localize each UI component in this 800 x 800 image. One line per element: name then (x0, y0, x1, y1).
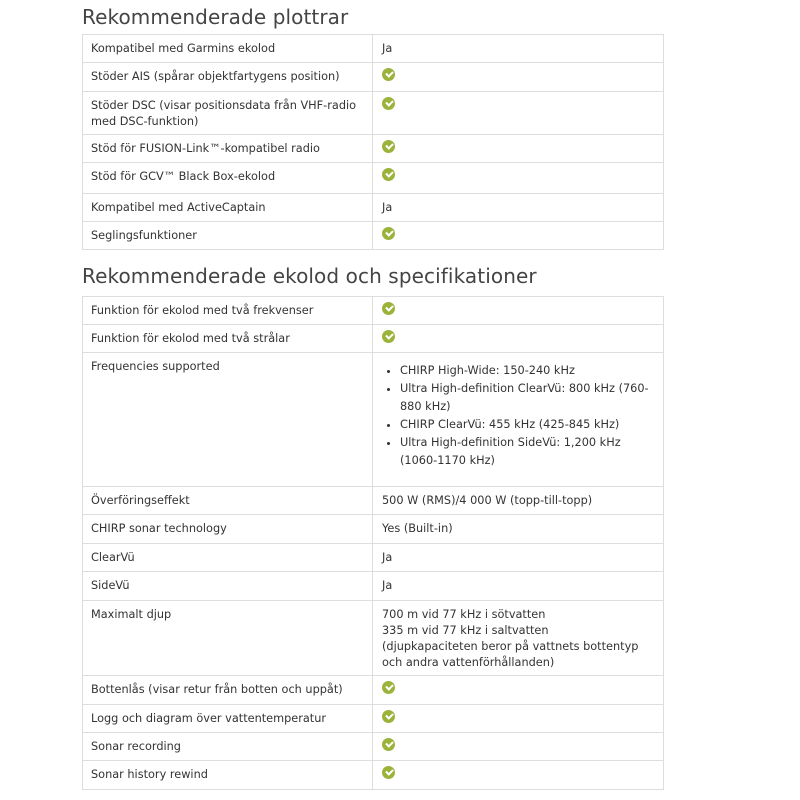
table-row (83, 194, 664, 222)
spec-label: Sonar recording (91, 740, 181, 753)
table-row (83, 297, 664, 325)
spec-label: SideVü (91, 579, 130, 592)
spec-value-cell (373, 92, 664, 135)
spec-label-cell (83, 601, 373, 676)
spec-label-cell (83, 35, 373, 63)
spec-value-cell (373, 297, 664, 325)
table-row (83, 163, 664, 194)
spec-label: Bottenlås (visar retur från botten och uppåt) (91, 683, 343, 696)
check-circle-icon (382, 302, 395, 315)
spec-label: Frequencies supported (91, 360, 220, 373)
check-circle-icon (382, 738, 395, 751)
list-item: • CHIRP ClearVü: 455 kHz (425-845 kHz) (400, 416, 655, 434)
spec-value-cell (373, 544, 664, 572)
spec-value: Ja (382, 201, 393, 214)
spec-label: Funktion för ekolod med två strålar (91, 332, 290, 345)
spec-label-cell (83, 733, 373, 761)
spec-label-cell (83, 676, 373, 705)
frequency-list (382, 362, 655, 470)
spec-label-cell (83, 325, 373, 353)
table-row (83, 353, 664, 487)
plotter-specs-table (82, 34, 664, 250)
spec-label-cell (83, 92, 373, 135)
section-title-sonar: Rekommenderade ekolod och specifikationer (82, 264, 537, 288)
spec-value-line: 335 m vid 77 kHz i saltvatten (382, 624, 549, 637)
table-row (83, 63, 664, 92)
spec-value-line: 700 m vid 77 kHz i sötvatten (382, 608, 546, 621)
table-row (83, 733, 664, 761)
list-item: • Ultra High-definition SideVü: 1,200 kHz (1060-1170 kHz) (400, 434, 655, 470)
table-row (83, 601, 664, 676)
spec-label: Sonar history rewind (91, 768, 208, 781)
spec-value-cell (373, 515, 664, 544)
spec-value-cell (373, 222, 664, 250)
spec-value-cell (373, 705, 664, 733)
check-circle-icon (382, 97, 395, 110)
spec-value: 500 W (RMS)/4 000 W (topp-till-topp) (382, 494, 593, 507)
spec-value-cell (373, 35, 664, 63)
spec-label: Kompatibel med Garmins ekolod (91, 42, 276, 55)
check-circle-icon (382, 168, 395, 181)
spec-label: Maximalt djup (91, 608, 172, 621)
spec-value: Yes (Built-in) (382, 522, 453, 535)
check-circle-icon (382, 330, 395, 343)
spec-value: Ja (382, 579, 393, 592)
spec-label: ClearVü (91, 551, 135, 564)
check-circle-icon (382, 140, 395, 153)
table-row (83, 135, 664, 163)
sonar-specs-table (82, 296, 664, 790)
spec-value-line: (djupkapaciteten beror på vattnets bottentyp och andra vattenförhållanden) (382, 640, 639, 669)
spec-label-cell (83, 515, 373, 544)
spec-label-cell (83, 63, 373, 92)
spec-label: Kompatibel med ActiveCaptain (91, 201, 266, 214)
table-row (83, 572, 664, 601)
spec-label-cell (83, 761, 373, 790)
spec-value-cell (373, 601, 664, 676)
table-row (83, 487, 664, 515)
spec-value-cell (373, 733, 664, 761)
spec-label: Logg och diagram över vattentemperatur (91, 712, 327, 725)
spec-value-cell (373, 572, 664, 601)
spec-label: CHIRP sonar technology (91, 522, 227, 535)
check-circle-icon (382, 681, 395, 694)
spec-label: Överföringseffekt (91, 494, 190, 507)
spec-label: Seglingsfunktioner (91, 229, 197, 242)
spec-label-cell (83, 163, 373, 194)
spec-label-cell (83, 705, 373, 733)
spec-label-cell (83, 572, 373, 601)
table-row (83, 325, 664, 353)
spec-label: Stöd för GCV™ Black Box-ekolod (91, 170, 276, 183)
table-row (83, 761, 664, 790)
spec-value-cell (373, 325, 664, 353)
check-circle-icon (382, 68, 395, 81)
spec-label: Stöd för FUSION-Link™-kompatibel radio (91, 142, 320, 155)
table-row (83, 676, 664, 705)
table-row (83, 515, 664, 544)
spec-label: Stöder AIS (spårar objektfartygens position) (91, 70, 340, 83)
spec-value-cell (373, 163, 664, 194)
spec-label-cell (83, 297, 373, 325)
list-item: • CHIRP High-Wide: 150-240 kHz (400, 362, 655, 380)
spec-label: Stöder DSC (visar positionsdata från VHF-radio med DSC-funktion) (91, 99, 357, 128)
spec-value: Ja (382, 551, 393, 564)
spec-value: Ja (382, 42, 393, 55)
spec-label-cell (83, 353, 373, 487)
table-row (83, 544, 664, 572)
spec-label-cell (83, 194, 373, 222)
spec-label-cell (83, 135, 373, 163)
spec-label: Funktion för ekolod med två frekvenser (91, 304, 314, 317)
spec-label-cell (83, 544, 373, 572)
spec-value-cell (373, 135, 664, 163)
spec-value-cell (373, 63, 664, 92)
check-circle-icon (382, 227, 395, 240)
spec-label-cell (83, 487, 373, 515)
spec-value-cell (373, 194, 664, 222)
spec-value-cell (373, 676, 664, 705)
table-row (83, 222, 664, 250)
table-row (83, 35, 664, 63)
table-row (83, 705, 664, 733)
section-title-plotters: Rekommenderade plottrar (82, 5, 349, 29)
check-circle-icon (382, 710, 395, 723)
spec-value-cell (373, 761, 664, 790)
spec-value-cell (373, 487, 664, 515)
spec-value-cell (373, 353, 664, 487)
table-row (83, 92, 664, 135)
list-item: • Ultra High-definition ClearVü: 800 kHz (760-880 kHz) (400, 380, 655, 416)
spec-label-cell (83, 222, 373, 250)
check-circle-icon (382, 766, 395, 779)
